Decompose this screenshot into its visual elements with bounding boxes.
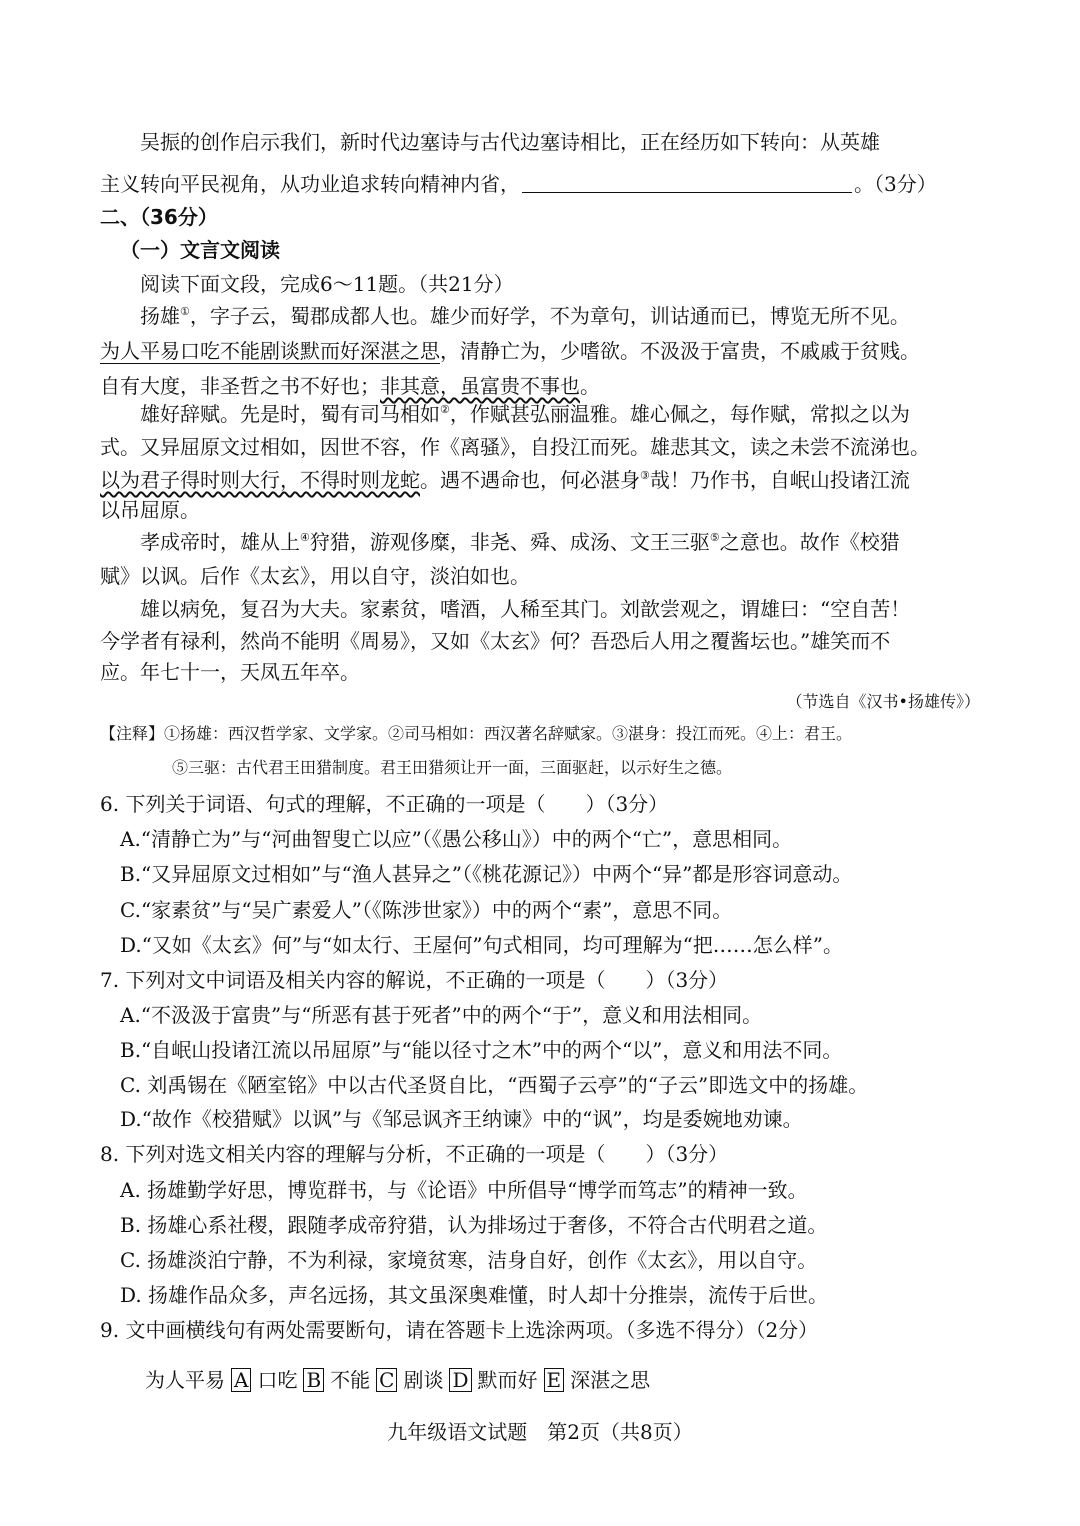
question-7-option-d: D.“故作《校猎赋》以讽”与《邹忌讽齐王纳谏》中的“讽”，均是委婉地劝谏。 (120, 1107, 803, 1131)
passage-p4-line1: 雄以病免，复召为大夫。家素贫，嗜酒，人稀至其门。刘歆尝观之，谓雄曰：“空自苦！ (140, 597, 911, 621)
passage-p2-line2: 式。又异屈原文过相如，因世不容，作《离骚》，自投江而死。雄悲其文，读之未尝不流涕也。 (100, 435, 930, 459)
text: 哉！乃作书，自岷山投诸江流 (649, 468, 910, 492)
intro-line-1: 吴振的创作启示我们，新时代边塞诗与古代边塞诗相比，正在经历如下转向：从英雄 (140, 130, 880, 154)
question-8-stem: 8. 下列对选文相关内容的理解与分析，不正确的一项是（ ）（3分） (100, 1142, 729, 1166)
question-7-option-c: C. 刘禹锡在《陋室铭》中以古代圣贤自比，“西蜀子云亭”的“子云”即选文中的扬雄。 (120, 1073, 869, 1097)
question-6-option-c: C.“家素贫”与“吴广素爱人”（《陈涉世家》）中的两个“素”，意思不同。 (120, 898, 733, 922)
segment: 口吃 (257, 1368, 298, 1392)
text: 。 (580, 374, 600, 398)
text: 之意也。故作《校猎 (719, 530, 900, 554)
text: 扬雄 (140, 304, 180, 328)
intro-line-2 (100, 170, 937, 198)
segment: 不能 (330, 1368, 371, 1392)
segment: 剧谈 (403, 1368, 444, 1392)
footnote-mark: ③ (640, 469, 650, 482)
passage-p3-line2: 赋》以讽。后作《太玄》，用以自守，淡泊如也。 (100, 564, 530, 588)
passage-p3-line1 (140, 528, 900, 556)
text: ，清静亡为，少嗜欲。不汲汲于富贵，不戚戚于贫贱。 (440, 339, 920, 363)
question-7-stem: 7. 下列对文中词语及相关内容的解说，不正确的一项是（ ）（3分） (100, 968, 729, 992)
passage-p1-line1 (140, 302, 910, 330)
footnote-mark: ② (440, 403, 450, 416)
section-title: 二、（36分） (100, 205, 218, 229)
underlined-sentence: 为人平易口吃不能剧谈默而好深湛之思 (100, 339, 440, 363)
text: 狩猎，游观侈糜，非尧、舜、成汤、文王三驱 (309, 530, 710, 554)
question-6-option-d: D.“又如《太玄》何”与“如太行、王屋何”句式相同，均可理解为“把……怎么样”。 (120, 933, 844, 957)
segment: 为人平易 (145, 1368, 225, 1392)
footnote-mark: ① (180, 305, 190, 318)
footnote-mark: ④ (300, 531, 310, 544)
wavy-underlined-sentence: 以为君子得时则大行，不得时则龙蛇 (100, 468, 420, 492)
text: ，字子云，蜀郡成都人也。雄少而好学，不为章句，训诂通而已，博览无所不见。 (189, 304, 910, 328)
passage-p2-line4: 以吊屈原。 (100, 498, 200, 522)
subsection-title: （一）文言文阅读 (120, 238, 280, 262)
break-option-c: C (376, 1368, 397, 1392)
passage-p2-line1 (140, 400, 910, 428)
question-8-option-d: D. 扬雄作品众多，声名远扬，其文虽深奥难懂，时人却十分推崇，流传于后世。 (120, 1283, 829, 1307)
instruction: 阅读下面文段，完成6～11题。（共21分） (140, 272, 514, 296)
text: ，作赋甚弘丽温雅。雄心佩之，每作赋，常拟之以为 (449, 402, 910, 426)
text: 雄好辞赋。先是时，蜀有司马相如 (140, 402, 440, 426)
question-8-option-b: B. 扬雄心系社稷，跟随孝成帝狩猎，认为排场过于奢侈，不符合古代明君之道。 (120, 1213, 828, 1237)
question-6-option-b: B.“又异屈原文过相如”与“渔人甚异之”（《桃花源记》）中两个“异”都是形容词意动。 (120, 862, 853, 886)
question-9-stem: 9. 文中画横线句有两处需要断句，请在答题卡上选涂两项。（多选不得分）（2分） (100, 1318, 819, 1342)
question-8-option-c: C. 扬雄淡泊宁静，不为利禄，家境贫寒，洁身自好，创作《太玄》，用以自守。 (120, 1248, 818, 1272)
intro-line-2-text: 主义转向平民视角，从功业追求转向精神内省， (100, 172, 520, 196)
break-option-e: E (544, 1368, 565, 1392)
wavy-underlined-sentence: 非其意，虽富贵不事也 (380, 374, 580, 398)
answer-blank (522, 172, 852, 193)
text: 自有大度，非圣哲之书不好也； (100, 374, 380, 398)
segment: 深湛之思 (570, 1368, 651, 1392)
question-6-stem: 6. 下列关于词语、句式的理解，不正确的一项是（ ）（3分） (100, 792, 669, 816)
segment: 默而好 (477, 1368, 538, 1392)
question-7-option-a: A.“不汲汲于富贵”与“所恶有甚于死者”中的两个“于”，意义和用法相同。 (120, 1003, 763, 1027)
text: 孝成帝时，雄从上 (140, 530, 300, 554)
passage-p4-line3: 应。年七十一，天凤五年卒。 (100, 660, 360, 684)
break-option-a: A (231, 1368, 251, 1392)
passage-p1-line2 (100, 337, 920, 365)
break-option-b: B (303, 1368, 324, 1392)
footnote-mark: ⑤ (709, 531, 720, 544)
question-8-option-a: A. 扬雄勤学好思，博览群书，与《论语》中所倡导“博学而笃志”的精神一致。 (120, 1178, 808, 1202)
break-option-d: D (449, 1368, 471, 1392)
question-6-option-a: A.“清静亡为”与“河曲智叟亡以应”（《愚公移山》）中的两个“亡”，意思相同。 (120, 827, 793, 851)
passage-p1-line3 (100, 372, 600, 400)
passage-source: （节选自《汉书•扬雄传》） (786, 692, 980, 711)
passage-p2-line3 (100, 466, 910, 494)
notes-line-1: 【注释】①扬雄：西汉哲学家、文学家。②司马相如：西汉著名辞赋家。③湛身：投江而死。④上：君王。 (100, 724, 853, 743)
notes-line-2: ⑤三驱：古代君王田猎制度。君王田猎须让开一面，三面驱赶，以示好生之德。 (172, 758, 733, 777)
q9-sentence (145, 1366, 650, 1394)
intro-line-2-score: 。（3分） (854, 172, 937, 196)
question-7-option-b: B.“自岷山投诸江流以吊屈原”与“能以径寸之木”中的两个“以”，意义和用法不同。 (120, 1038, 843, 1062)
passage-p4-line2: 今学者有禄利，然尚不能明《周易》，又如《太玄》何？吾恐后人用之覆酱坛也。”雄笑而不 (100, 629, 891, 653)
text: 。遇不遇命也，何必湛身 (420, 468, 640, 492)
page-footer: 九年级语文试题 第2页（共8页） (387, 1420, 693, 1444)
